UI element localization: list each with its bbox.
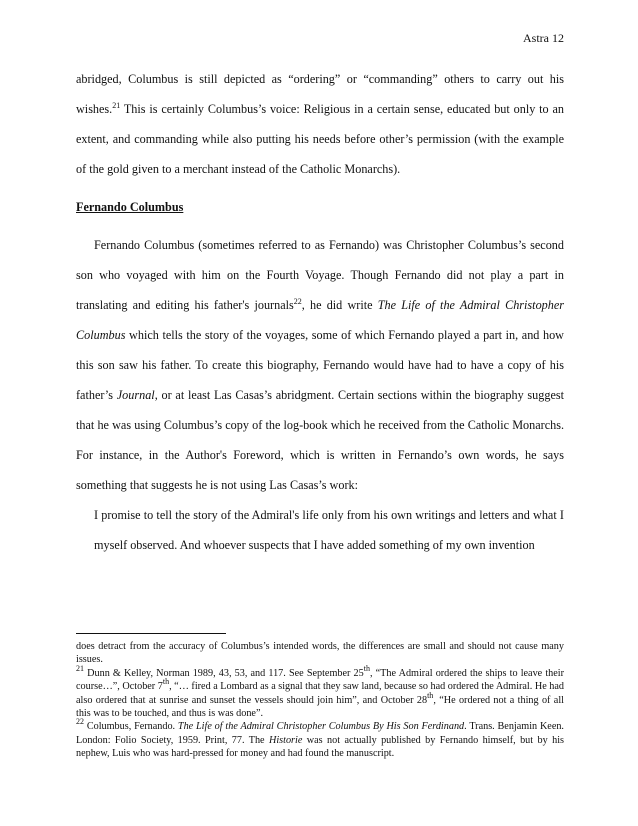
footnote-22 [76, 717, 564, 760]
footnote-ref-21[interactable]: 21 [112, 101, 121, 110]
paragraph-fernando [76, 230, 564, 500]
footnote-number: 21 [76, 663, 84, 673]
ordinal-suffix: th [162, 677, 170, 687]
paragraph-text: , he did write [301, 298, 378, 312]
footnote-text: , “… fired a Lombard as a signal that they saw land, because so had ordered the Admiral. He had also ordered that at sunrise and sunset the vessels should join him”, and October 28 [76, 681, 564, 706]
footnote-text: was not actually published by Fernando himself, but by his nephew, Luis who was hard-pressed for money and had found the manuscript. [76, 734, 564, 760]
ordinal-suffix: th [427, 690, 434, 700]
body-text [76, 64, 564, 560]
paragraph-text: which tells the story of the voyages, some of which Fernando played a part in, and how this son saw his father. To create this biography, Fernando would have had to have a copy of his father’s [76, 328, 564, 402]
footnotes [76, 633, 564, 761]
footnote-continuation: does detract from the accuracy of Columbus’s intended words, the differences are small and should not cause many issues. [76, 641, 564, 666]
book-title: The Life of the Admiral Christopher Columbus By His Son Ferdinand [177, 721, 465, 733]
footnote-number: 22 [76, 717, 84, 727]
block-quote: I promise to tell the story of the Admiral's life only from his own writings and letters and what I myself observed. And whoever suspects that I have added something of my own invention [94, 508, 564, 552]
footnote-text: Columbus, Fernando. [84, 721, 178, 733]
paragraph-text: Fernando Columbus (sometimes referred to as Fernando) was Christopher Columbus’s second son who voyaged with him on the Fourth Voyage. Though Fernando did not play a part in translating and editing his father's journals [76, 238, 564, 312]
paragraph-text: abridged, Columbus is still depicted as “ordering” or “commanding” others to carry out his wishes. [76, 72, 564, 116]
book-title: The Life of the Admiral Christopher Columbus [76, 298, 564, 342]
footnote-ref-22[interactable]: 22 [293, 297, 302, 306]
running-header: Astra 12 [523, 31, 564, 45]
journal-title: Journal [116, 388, 155, 402]
paragraph-continuation [76, 64, 564, 184]
footnote-text: , “The Admiral ordered the ships to leave their course…”, October 7 [76, 667, 564, 693]
footnote-rule [76, 633, 226, 634]
paragraph-text: This is certainly Columbus’s voice: Religious in a certain sense, educated but only to an extent, and commanding while also putting his needs before other’s permission (with the example of the gold given to a merchant instead of the Catholic Monarchs). [76, 102, 564, 176]
footnote-text: Dunn & Kelley, Norman 1989, 43, 53, and 117. See September 25 [84, 667, 364, 679]
ordinal-suffix: th [363, 663, 370, 673]
paragraph-text: , or at least Las Casas’s abridgment. Certain sections within the biography suggest that he was using Columbus’s copy of the log-book which he received from the Catholic Monarchs. For instance, in the Author's Foreword, which is written in Fernando’s own words, he says something that suggests he is not using Las Casas’s work: [76, 388, 564, 492]
section-heading: Fernando Columbus [76, 200, 184, 214]
footnote-text: . Trans. Benjamin Keen. London: Folio Society, 1959. Print, 77. The [76, 721, 564, 746]
historie-title: Historie [268, 734, 303, 746]
footnote-text: , “He ordered not a thing of all this was to be touched, and thus is was done”. [76, 694, 564, 720]
footnote-21 [76, 663, 564, 721]
